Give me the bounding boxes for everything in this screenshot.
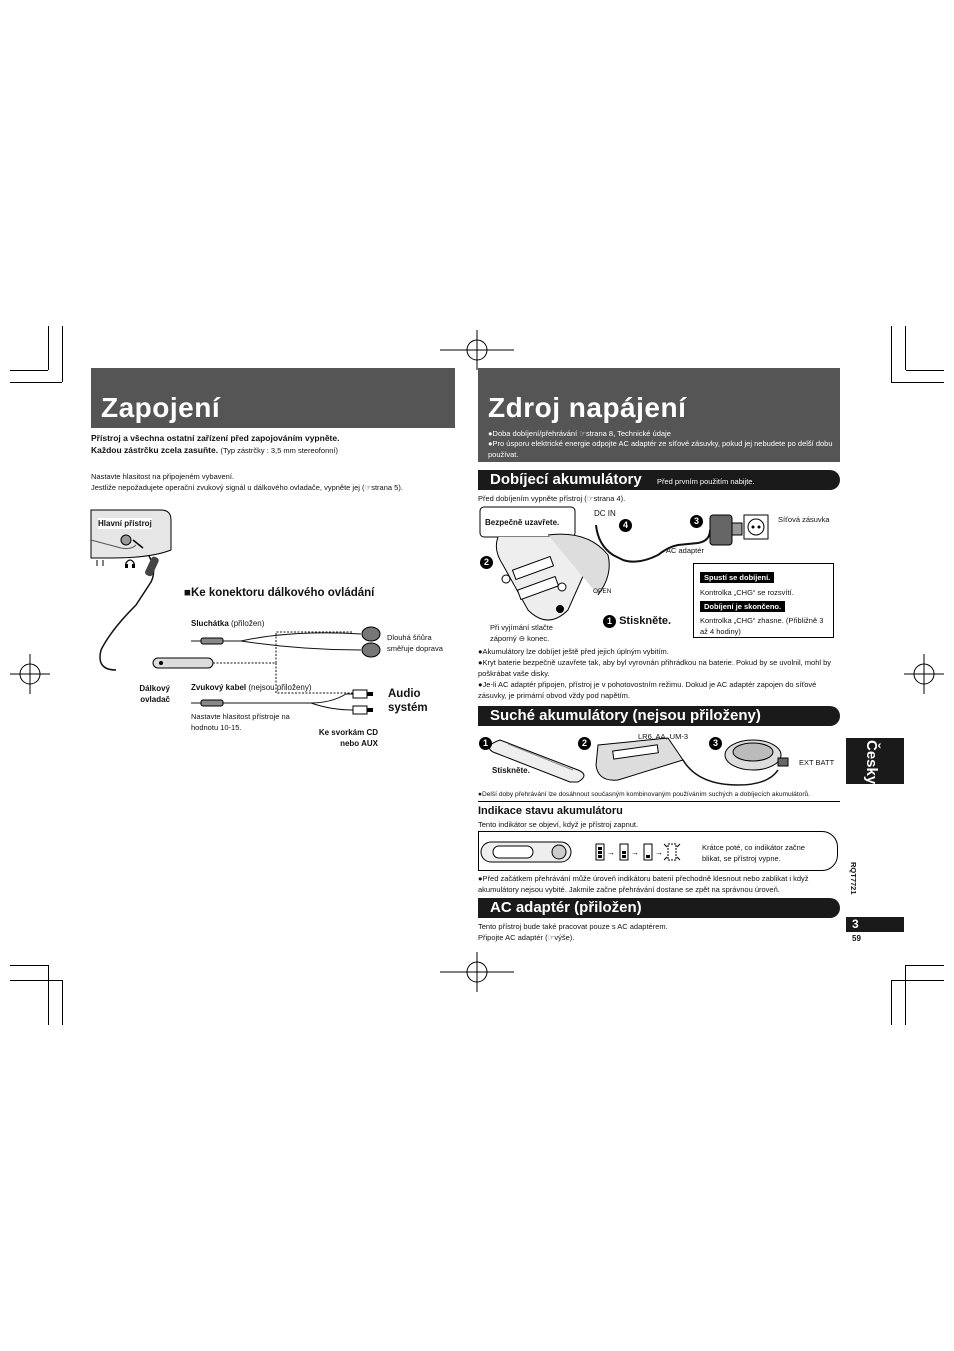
crop-mark xyxy=(906,965,944,966)
step-number: 1 xyxy=(603,615,616,628)
headphones-icon xyxy=(124,557,136,569)
page-title-right: Zdroj napájení xyxy=(488,392,687,423)
label-outlet: Síťová zásuvka xyxy=(778,515,830,524)
registration-mark-left xyxy=(10,654,50,694)
svg-text:→: → xyxy=(631,848,639,857)
crop-mark xyxy=(10,370,48,371)
intro-line-2 xyxy=(91,445,338,456)
step-number: 4 xyxy=(619,519,632,532)
sec1-bullet-3: ●Je-li AC adaptér připojen, přístroj je v pohotovostním režimu. Dokud je AC adaptér zapojen do síťové zásuvky, je primární obvod vždy pod napětím. xyxy=(478,680,817,700)
charge-start-head: Spustí se dobíjení. xyxy=(700,572,774,583)
section-ac-adapter-title: AC adaptér (přiložen) xyxy=(490,899,642,916)
intro-bold-1: Přístroj a všechna ostatní zařízení před zapojováním vypněte. xyxy=(91,433,340,443)
crop-mark xyxy=(10,382,62,383)
note-2: Jestliže nepožadujete operační zvukový signál u dálkového ovladače, vypněte jej (☞strana 5). xyxy=(91,483,403,492)
sec2-note: ●Delší doby přehrávání lze dosáhnout současným kombinovaným používáním suchých a dobíjecích akumulátorů. xyxy=(478,791,811,798)
remote-heading: ■Ke konektoru dálkového ovládání xyxy=(184,587,375,599)
audio-cable-note: (nejsou přiloženy) xyxy=(248,683,312,692)
headphones-label xyxy=(191,618,264,629)
header-bullet-2: ●Pro úsporu elektrické energie odpojte AC adaptér ze síťové zásuvky, pokud jej nebudete po delší dobu používat. xyxy=(488,439,833,459)
battery-level-icons xyxy=(594,840,694,864)
registration-mark-bottom xyxy=(440,952,514,992)
label-batt: LR6, AA, UM-3 xyxy=(638,732,689,741)
audio-cable-bold: Zvukový kabel xyxy=(191,683,247,692)
svg-text:→: → xyxy=(607,848,615,857)
charge-done-text: Kontrolka „CHG“ zhasne. (Přibližně 3 až 4 hodiny) xyxy=(700,616,824,636)
step-number: 3 xyxy=(709,737,722,750)
language-label: Česky xyxy=(863,740,880,785)
label-press: Stiskněte. xyxy=(619,615,672,627)
label-open: OPEN xyxy=(593,588,612,595)
note-1: Nastavte hlasitost na připojeném vybavení. xyxy=(91,472,234,481)
charge-done-head-wrap xyxy=(700,601,785,612)
step-number: 1 xyxy=(479,737,492,750)
section-dry-batteries xyxy=(478,706,840,726)
intro-bold-2: Každou zástrčku zcela zasuňte. xyxy=(91,445,219,455)
audio-cable-label xyxy=(191,682,312,693)
registration-mark-top xyxy=(440,330,514,370)
crop-mark xyxy=(48,326,49,370)
section-dry-batteries-title: Suché akumulátory (nejsou přiloženy) xyxy=(490,707,761,724)
intro-note: (Typ zástrčky : 3,5 mm stereofonní) xyxy=(220,446,338,455)
crop-mark xyxy=(891,980,892,1025)
left-header xyxy=(91,368,455,428)
section-rechargeable xyxy=(478,470,840,490)
terminals-label: Ke svorkám CD nebo AUX xyxy=(318,728,378,748)
crop-mark xyxy=(905,965,906,1025)
sec1-bullet-2: ●Kryt baterie bezpečně uzavřete tak, aby byl vyrovnán přihrádkou na baterie. Pokud by se uvolnil, mohl by poškrábat vaše disky. xyxy=(478,658,832,678)
dry-step-1 xyxy=(479,733,492,751)
crop-mark xyxy=(10,980,62,981)
label-close: Bezpečně uzavřete. xyxy=(485,518,560,527)
step-number: 3 xyxy=(690,515,703,528)
section-ac-adapter xyxy=(478,898,840,918)
crop-mark xyxy=(905,326,906,370)
step-3-badge xyxy=(690,511,703,529)
tab-number: 3 xyxy=(852,917,859,931)
crop-mark xyxy=(62,326,63,382)
sec3-text-2: Připojte AC adaptér (☞výše). xyxy=(478,933,575,942)
registration-mark-right xyxy=(904,654,944,694)
headphones-note: (přiložen) xyxy=(231,619,265,628)
label-extbatt: EXT BATT xyxy=(799,758,835,767)
indicator-device xyxy=(481,836,581,868)
volume-note: Nastavte hlasitost přístroje na hodnotu 10-15. xyxy=(191,712,290,732)
dry-step-2 xyxy=(578,733,591,751)
indicator-title: Indikace stavu akumulátoru xyxy=(478,805,623,817)
label-dcin: DC IN xyxy=(594,509,616,518)
charge-info-box xyxy=(693,563,834,638)
step-number: 2 xyxy=(480,556,493,569)
crop-mark xyxy=(62,980,63,1025)
page-number: 59 xyxy=(852,934,861,943)
step-4-badge xyxy=(619,515,632,533)
crop-mark xyxy=(10,965,48,966)
indicator-note: Krátce poté, co indikátor začne blikat, se přístroj vypne. xyxy=(702,843,805,863)
indicator-bullet: ●Před začátkem přehrávání může úroveň indikátoru baterií přechodně klesnout nebo zablikat i když akumulátory nejsou vybité. Jakmile začne přehrávání dostane se zpět na správnou úroveň. xyxy=(478,874,809,894)
sec2-divider xyxy=(478,801,840,802)
label-main-unit: Hlavní přístroj xyxy=(98,519,152,528)
step-2-badge xyxy=(480,552,493,570)
charge-start-head-wrap xyxy=(700,572,774,583)
label-press2: Stiskněte. xyxy=(492,766,530,775)
dry-step-3 xyxy=(709,733,722,751)
sec3-text-1: Tento přístroj bude také pracovat pouze s AC adaptérem. xyxy=(478,922,668,931)
section-rechargeable-title: Dobíjecí akumulátory xyxy=(490,471,642,488)
charge-done-head: Dobíjení je skončeno. xyxy=(700,601,785,612)
right-header xyxy=(478,368,840,462)
sec1-pre: Před dobíjením vypněte přístroj (☞strana 4). xyxy=(478,494,626,503)
indicator-box xyxy=(478,831,838,871)
page-title: Zapojení xyxy=(101,392,221,423)
section-rechargeable-sub: Před prvním použitím nabijte. xyxy=(657,477,755,486)
audio-system-label: Audio systém xyxy=(388,688,428,714)
indicator-sub: Tento indikátor se objeví, když je přístroj zapnut. xyxy=(478,820,639,829)
language-tab xyxy=(846,738,904,784)
crop-mark xyxy=(906,370,944,371)
headphones-bold: Sluchátka xyxy=(191,619,229,628)
svg-text:→: → xyxy=(655,848,663,857)
crop-mark xyxy=(891,980,944,981)
sec1-bullet-1: ●Akumulátory lze dobíjet ještě před jejich úplným vybitím. xyxy=(478,647,669,656)
page-tab xyxy=(846,917,904,932)
crop-mark xyxy=(891,382,944,383)
doc-code: RQT7721 xyxy=(849,862,858,895)
header-bullet-1: ●Doba dobíjení/přehrávání ☞strana 8, Technické údaje xyxy=(488,429,671,438)
label-remote: Dálkový ovladač xyxy=(139,684,170,704)
label-remove: Při vyjímání stlačte záporný ⊖ konec. xyxy=(490,623,553,643)
crop-mark xyxy=(891,326,892,382)
step-number: 2 xyxy=(578,737,591,750)
charge-start-text: Kontrolka „CHG“ se rozsvítí. xyxy=(700,588,794,597)
long-cord-note: Dlouhá šňůra směřuje doprava xyxy=(387,633,443,653)
crop-mark xyxy=(48,965,49,1025)
label-acadapter: AC adaptér xyxy=(666,546,704,555)
press-step-1 xyxy=(603,615,671,628)
